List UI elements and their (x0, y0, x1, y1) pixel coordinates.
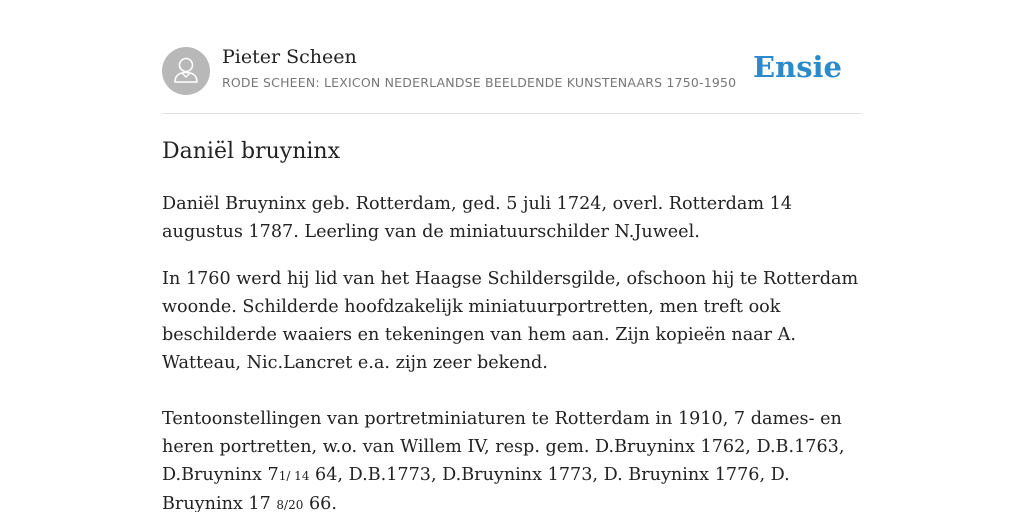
article-header (162, 46, 862, 96)
fraction-2: 8/20 (276, 498, 304, 512)
paragraph-exhibitions (162, 405, 867, 512)
article-body (162, 190, 867, 512)
paragraph-gap (162, 396, 867, 405)
paragraph-biography: Daniël Bruyninx geb. Rotterdam, ged. 5 juli 1724, overl. Rotterdam 14 augustus 1787. Leerling van de miniatuurschilder N.Juweel. (162, 194, 793, 242)
user-silhouette-icon (162, 47, 210, 95)
article-title: Daniël bruyninx (162, 139, 340, 164)
exhibitions-text-1: Tentoonstellingen van portretminiaturen te Rotterdam in 1910, 7 dames- en heren portretten, w.o. van Willem IV, resp. gem. D.Bruyninx 1762, D.B.1763, D.Bruyninx 7 (162, 409, 845, 485)
source-lexicon[interactable]: RODE SCHEEN: LEXICON NEDERLANDSE BEELDENDE KUNSTENAARS 1750-1950 (222, 75, 737, 90)
exhibitions-text-2: 64, D.B.1773, D.Bruyninx 1773, D. Bruyninx 1776, D. Bruyninx 17 (162, 465, 790, 512)
author-name[interactable]: Pieter Scheen (222, 46, 357, 68)
header-divider (162, 113, 862, 114)
ensie-logo[interactable]: Ensie (753, 50, 842, 84)
paragraph-career: In 1760 werd hij lid van het Haagse Schildersgilde, ofschoon hij te Rotterdam woonde. Schilderde hoofdzakelijk miniatuurportretten, men treft ook beschilderde waaiers en tekeningen van hem aan. Zijn kopieën naar A. Watteau, Nic.Lancret e.a. zijn zeer bekend. (162, 269, 859, 373)
exhibitions-text-3: 66. (303, 494, 337, 512)
fraction-1: 1/ 14 (278, 469, 310, 483)
author-avatar[interactable] (162, 47, 210, 95)
